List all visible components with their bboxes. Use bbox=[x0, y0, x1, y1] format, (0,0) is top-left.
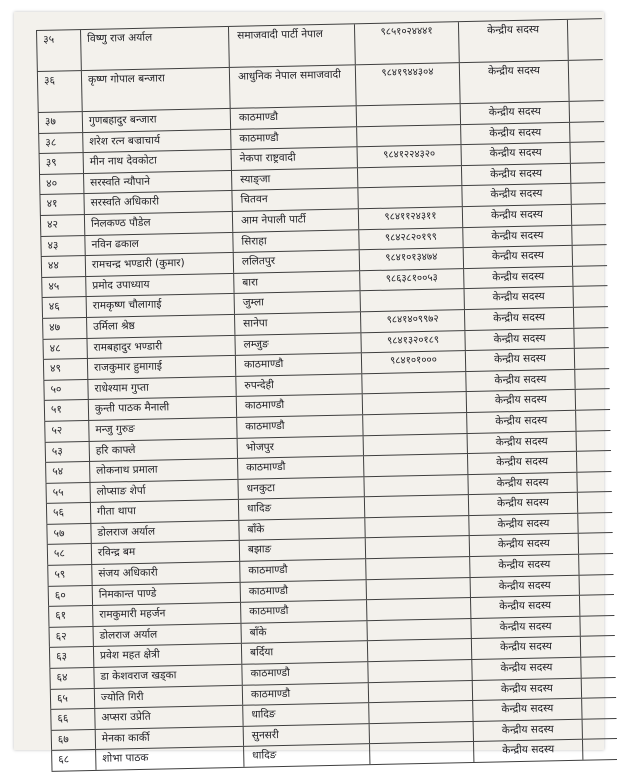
serial-number-cell: ५१ bbox=[44, 400, 88, 421]
serial-number-cell: ४४ bbox=[41, 256, 85, 277]
phone-number-cell bbox=[361, 372, 465, 394]
role-cell: केन्द्रीय सदस्य bbox=[468, 493, 578, 515]
district-party-cell: बारा bbox=[233, 271, 359, 293]
phone-number-cell bbox=[356, 104, 460, 126]
serial-number-cell: ६३ bbox=[49, 647, 93, 668]
serial-number-cell: ६२ bbox=[49, 627, 93, 648]
district-party-cell: नेकपा राष्ट्रवादी bbox=[231, 148, 357, 170]
phone-number-cell bbox=[363, 434, 467, 456]
district-party-cell: सुनसरी bbox=[243, 724, 369, 746]
role-cell: केन्द्रीय सदस्य bbox=[461, 184, 571, 206]
district-party-cell: काठमाण्डौ bbox=[235, 353, 361, 375]
member-name-cell: रामबहादुर भण्डारी bbox=[86, 335, 234, 358]
member-name-cell: हरि काफ्ले bbox=[89, 438, 237, 461]
role-cell: केन्द्रीय सदस्य bbox=[461, 143, 571, 165]
serial-number-cell: ५० bbox=[43, 380, 87, 401]
serial-number-cell: ६१ bbox=[48, 606, 92, 627]
member-name-cell: नविन ढकाल bbox=[84, 232, 232, 255]
role-cell: केन्द्रीय सदस्य bbox=[462, 225, 572, 247]
district-party-cell: आम नेपाली पार्टी bbox=[232, 209, 358, 231]
role-cell: केन्द्रीय सदस्य bbox=[473, 720, 583, 742]
phone-number-cell bbox=[368, 701, 472, 723]
district-party-cell: धनकुटा bbox=[237, 477, 363, 499]
district-party-cell: काठमाण्डौ bbox=[236, 395, 362, 417]
role-cell: केन्द्रीय सदस्य bbox=[471, 658, 581, 680]
member-name-cell: उर्मिला श्रेष्ठ bbox=[86, 315, 234, 338]
serial-number-cell: ३५ bbox=[36, 30, 81, 71]
district-party-cell: काठमाण्डौ bbox=[240, 600, 366, 622]
role-cell: केन्द्रीय सदस्य bbox=[465, 370, 575, 392]
serial-number-cell: ३८ bbox=[38, 133, 82, 154]
phone-number-cell: ९८४१०१३४७४ bbox=[359, 248, 463, 270]
phone-number-cell: ९८६३८१००५३ bbox=[359, 269, 463, 291]
phone-number-cell bbox=[363, 475, 467, 497]
member-name-cell: निलकण्ठ पौडेल bbox=[84, 212, 232, 235]
district-party-cell: समाजवादी पार्टी नेपाल bbox=[228, 24, 355, 67]
member-name-cell: शरेश रत्न बज्राचार्य bbox=[82, 130, 230, 153]
serial-number-cell: ४३ bbox=[40, 236, 84, 257]
serial-number-cell: ४१ bbox=[39, 194, 83, 215]
phone-number-cell bbox=[365, 537, 469, 559]
member-name-cell: निमकान्त पाण्डे bbox=[92, 583, 240, 606]
district-party-cell: बाँके bbox=[238, 518, 364, 540]
serial-number-cell: ५३ bbox=[45, 441, 89, 462]
role-cell: केन्द्रीय सदस्य bbox=[464, 287, 574, 309]
phone-number-cell: ९८४१०१००० bbox=[361, 351, 465, 373]
phone-number-cell: ९८४२८२०१९९ bbox=[358, 228, 462, 250]
member-name-cell: शोभा पाठक bbox=[95, 747, 243, 770]
phone-number-cell bbox=[357, 166, 461, 188]
serial-number-cell: ४७ bbox=[42, 318, 86, 339]
serial-number-cell: ४६ bbox=[42, 297, 86, 318]
member-name-cell: लोप्साङ शेर्पा bbox=[89, 480, 237, 503]
phone-number-cell: ९८४११२४३११ bbox=[358, 207, 462, 229]
member-name-cell: प्रमोद उपाध्याय bbox=[85, 274, 233, 297]
role-cell: केन्द्रीय सदस्य bbox=[467, 452, 577, 474]
role-cell: केन्द्रीय सदस्य bbox=[464, 328, 574, 350]
serial-number-cell: ६६ bbox=[50, 709, 94, 730]
role-cell: केन्द्रीय सदस्य bbox=[463, 246, 573, 268]
role-cell: केन्द्रीय सदस्य bbox=[470, 617, 580, 639]
role-cell: केन्द्रीय सदस्य bbox=[469, 534, 579, 556]
member-name-cell: डोलराज अर्याल bbox=[90, 521, 238, 544]
serial-number-cell: ३७ bbox=[38, 112, 82, 133]
role-cell: केन्द्रीय सदस्य bbox=[460, 102, 570, 124]
district-party-cell: धादिङ bbox=[238, 498, 364, 520]
serial-number-cell: ५८ bbox=[47, 544, 91, 565]
district-party-cell: काठमाण्डौ bbox=[240, 580, 366, 602]
phone-number-cell: ९८४१४०९९७२ bbox=[360, 310, 464, 332]
serial-number-cell: ४९ bbox=[43, 359, 87, 380]
role-cell: केन्द्रीय सदस्य bbox=[466, 390, 576, 412]
serial-number-cell: ४० bbox=[39, 174, 83, 195]
district-party-cell: भोजपुर bbox=[237, 436, 363, 458]
phone-number-cell bbox=[367, 639, 471, 661]
district-party-cell: बर्दिया bbox=[241, 642, 367, 664]
member-name-cell: गुणबहादुर बन्जारा bbox=[82, 109, 230, 132]
serial-number-cell: ५५ bbox=[46, 483, 90, 504]
role-cell: केन्द्रीय सदस्य bbox=[471, 637, 581, 659]
member-name-cell: लोकनाथ प्रमाला bbox=[89, 459, 237, 482]
role-cell: केन्द्रीय सदस्य bbox=[468, 514, 578, 536]
member-name-cell: रविन्द्र बम bbox=[91, 541, 239, 564]
member-name-cell: सरस्वति न्यौपाने bbox=[83, 171, 231, 194]
member-name-cell: मन्जु गुरुङ bbox=[88, 418, 236, 441]
role-cell: केन्द्रीय सदस्य bbox=[467, 431, 577, 453]
phone-number-cell bbox=[365, 557, 469, 579]
district-party-cell: काठमाण्डौ bbox=[241, 662, 367, 684]
district-party-cell: लम्जुङ bbox=[234, 333, 360, 355]
member-name-cell: राधेश्याम गुप्ता bbox=[87, 377, 235, 400]
phone-number-cell: ९८५१०२४४४१ bbox=[354, 22, 459, 64]
district-party-cell: ललितपुर bbox=[233, 250, 359, 272]
role-cell: केन्द्रीय सदस्य bbox=[462, 205, 572, 227]
role-cell: केन्द्रीय सदस्य bbox=[470, 575, 580, 597]
phone-number-cell bbox=[368, 681, 472, 703]
phone-number-cell: ९८४१३२०१८९ bbox=[360, 331, 464, 353]
serial-number-cell: ६४ bbox=[49, 668, 93, 689]
phone-number-cell bbox=[366, 619, 470, 641]
member-name-cell: अप्सरा उप्रेति bbox=[94, 706, 242, 729]
role-cell: केन्द्रीय सदस्य bbox=[467, 472, 577, 494]
role-cell: केन्द्रीय सदस्य bbox=[466, 411, 576, 433]
serial-number-cell: ६८ bbox=[51, 750, 95, 771]
member-name-cell: प्रवेश महत क्षेत्री bbox=[93, 644, 241, 667]
serial-number-cell: ६७ bbox=[51, 730, 95, 751]
role-cell: केन्द्रीय सदस्य bbox=[464, 308, 574, 330]
district-party-cell: बझाङ bbox=[239, 539, 365, 561]
phone-number-cell bbox=[367, 660, 471, 682]
district-party-cell: जुम्ला bbox=[234, 292, 360, 314]
district-party-cell: आधुनिक नेपाल समाजवादी bbox=[229, 65, 356, 108]
role-cell: केन्द्रीय सदस्य bbox=[465, 349, 575, 371]
phone-number-cell bbox=[360, 289, 464, 311]
phone-number-cell bbox=[364, 495, 468, 517]
member-name-cell: मीन नाथ देवकोटा bbox=[83, 150, 231, 173]
phone-number-cell bbox=[366, 598, 470, 620]
district-party-cell: धादिङ bbox=[243, 745, 369, 767]
member-name-cell: सरस्वति अधिकारी bbox=[83, 191, 231, 214]
serial-number-cell: ४८ bbox=[42, 339, 86, 360]
serial-number-cell: ४२ bbox=[40, 215, 84, 236]
phone-number-cell bbox=[369, 742, 473, 764]
serial-number-cell: ६५ bbox=[50, 689, 94, 710]
serial-number-cell: ६० bbox=[48, 586, 92, 607]
member-name-cell: रामचन्द्र भण्डारी (कुमार) bbox=[85, 253, 233, 276]
phone-number-cell bbox=[364, 516, 468, 538]
phone-number-cell bbox=[363, 454, 467, 476]
member-name-cell: मेनका कार्की bbox=[95, 727, 243, 750]
district-party-cell: काठमाण्डौ bbox=[230, 106, 356, 128]
district-party-cell: धादिङ bbox=[242, 703, 368, 725]
district-party-cell: रुपन्देही bbox=[235, 374, 361, 396]
phone-number-cell bbox=[366, 578, 470, 600]
district-party-cell: सिराहा bbox=[232, 230, 358, 252]
phone-number-cell bbox=[369, 722, 473, 744]
phone-number-cell bbox=[362, 392, 466, 414]
serial-number-cell: ३६ bbox=[37, 71, 82, 112]
member-name-cell: गीता थापा bbox=[90, 500, 238, 523]
role-cell: केन्द्रीय सदस्य bbox=[459, 61, 570, 103]
member-name-cell: डा केशवराज खड्का bbox=[93, 665, 241, 688]
district-party-cell: काठमाण्डौ bbox=[237, 456, 363, 478]
phone-number-cell bbox=[362, 413, 466, 435]
member-table bbox=[36, 18, 617, 772]
district-party-cell: काठमाण्डौ bbox=[242, 683, 368, 705]
district-party-cell: स्याङ्जा bbox=[231, 168, 357, 190]
document-page bbox=[14, 12, 604, 767]
role-cell: केन्द्रीय सदस्य bbox=[473, 740, 583, 762]
member-name-cell: संजय अधिकारी bbox=[91, 562, 239, 585]
serial-number-cell: ५४ bbox=[45, 462, 89, 483]
phone-number-cell bbox=[357, 187, 461, 209]
district-party-cell: चितवन bbox=[231, 189, 357, 211]
serial-number-cell: ५७ bbox=[46, 524, 90, 545]
district-party-cell: काठमाण्डौ bbox=[239, 559, 365, 581]
member-name-cell: कुन्ती पाठक मैनाली bbox=[88, 397, 236, 420]
district-party-cell: काठमाण्डौ bbox=[230, 127, 356, 149]
member-name-cell: ज्योति गिरी bbox=[94, 685, 242, 708]
serial-number-cell: ५२ bbox=[44, 421, 88, 442]
district-party-cell: सानेपा bbox=[234, 312, 360, 334]
member-name-cell: कृष्ण गोपाल बन्जारा bbox=[81, 68, 230, 111]
role-cell: केन्द्रीय सदस्य bbox=[469, 555, 579, 577]
member-name-cell: राजकुमार हुमागाई bbox=[87, 356, 235, 379]
phone-number-cell: ९८४१९४४३०४ bbox=[355, 63, 460, 105]
serial-number-cell: ५९ bbox=[47, 565, 91, 586]
serial-number-cell: ५६ bbox=[46, 503, 90, 524]
district-party-cell: काठमाण्डौ bbox=[236, 415, 362, 437]
district-party-cell: बाँके bbox=[240, 621, 366, 643]
serial-number-cell: ४५ bbox=[41, 277, 85, 298]
role-cell: केन्द्रीय सदस्य bbox=[463, 267, 573, 289]
role-cell: केन्द्रीय सदस्य bbox=[461, 164, 571, 186]
role-cell: केन्द्रीय सदस्य bbox=[472, 678, 582, 700]
role-cell: केन्द्रीय सदस्य bbox=[472, 699, 582, 721]
role-cell: केन्द्रीय सदस्य bbox=[458, 20, 569, 62]
member-name-cell: डोलराज अर्याल bbox=[93, 624, 241, 647]
role-cell: केन्द्रीय सदस्य bbox=[470, 596, 580, 618]
member-name-cell: रामकुमारी महर्जन bbox=[92, 603, 240, 626]
phone-number-cell bbox=[356, 125, 460, 147]
phone-number-cell: ९८४१२२४३२० bbox=[357, 145, 461, 167]
serial-number-cell: ३९ bbox=[39, 153, 83, 174]
member-name-cell: विष्णु राज अर्याल bbox=[80, 27, 229, 70]
member-name-cell: रामकृष्ण चौलागाई bbox=[86, 294, 234, 317]
role-cell: केन्द्रीय सदस्य bbox=[460, 122, 570, 144]
